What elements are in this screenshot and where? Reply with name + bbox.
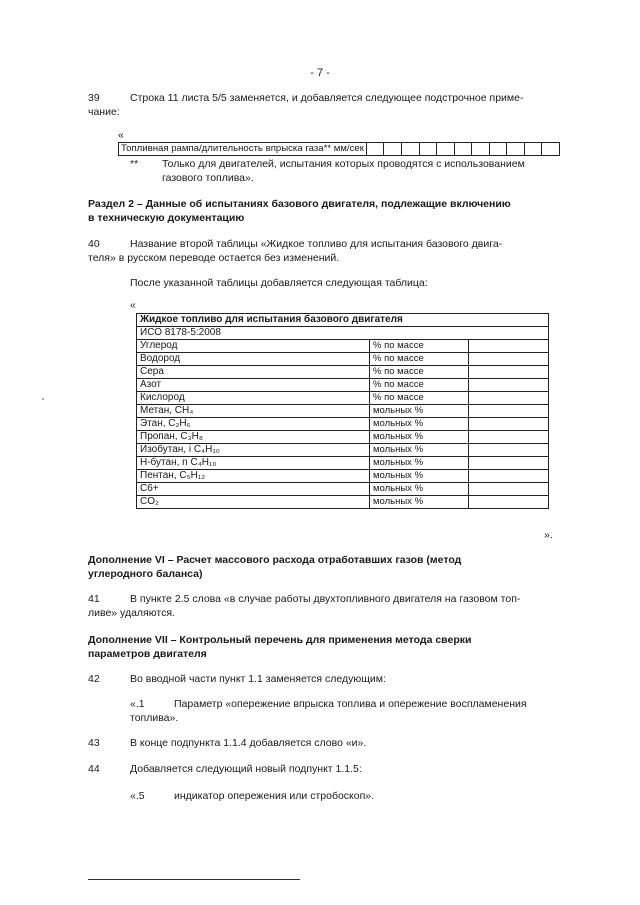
component-name: Н-бутан, n C₄H₁₀ — [137, 457, 370, 470]
table-row — [137, 405, 549, 418]
component-name: Этан, C₂H₆ — [137, 418, 370, 431]
component-unit: мольных % — [370, 431, 469, 444]
liquid-fuel-table — [136, 313, 549, 509]
scan-speck — [42, 398, 44, 400]
component-name: Сера — [137, 366, 370, 379]
item-42-sub-number: «.1 — [130, 698, 145, 710]
section-2-heading-line-2: в техническую документацию — [88, 212, 245, 224]
open-quote: « — [118, 129, 124, 141]
item-42-text: Во вводной части пункт 1.1 заменяется следующим: — [130, 673, 386, 685]
table-row — [137, 470, 549, 483]
component-value — [469, 444, 549, 457]
fuel-ramp-cell — [525, 143, 543, 155]
item-number-41: 41 — [88, 593, 100, 605]
component-unit: % по массе — [370, 392, 469, 405]
table-title-row — [137, 314, 549, 327]
component-value — [469, 353, 549, 366]
item-number-43: 43 — [88, 737, 100, 749]
item-number-42: 42 — [88, 673, 100, 685]
table-standard-row — [137, 327, 549, 340]
item-42-sub-text: Параметр «опережение впрыска топлива и опережение воспламенения — [174, 698, 527, 710]
component-unit: % по массе — [370, 379, 469, 392]
item-39-text-cont: чание: — [88, 106, 120, 118]
component-name: CO₂ — [137, 496, 370, 509]
component-unit: % по массе — [370, 340, 469, 353]
component-name: Азот — [137, 379, 370, 392]
component-name: Кислород — [137, 392, 370, 405]
component-name: Пентан, C₅H₁₂ — [137, 470, 370, 483]
component-value — [469, 470, 549, 483]
component-unit: мольных % — [370, 457, 469, 470]
fuel-ramp-label: Топливная рампа/длительность впрыска газа** мм/сек — [119, 143, 367, 155]
component-value — [469, 340, 549, 353]
component-name: Метан, CH₄ — [137, 405, 370, 418]
component-value — [469, 483, 549, 496]
item-40-text: Название второй таблицы «Жидкое топливо для испытания базового двига- — [130, 238, 503, 250]
item-40-paragraph-2: После указанной таблицы добавляется следующая таблица: — [130, 277, 428, 289]
section-2-heading-line-1: Раздел 2 – Данные об испытаниях базового двигателя, подлежащие включению — [88, 198, 511, 210]
table-standard: ИСО 8178-5:2008 — [137, 327, 549, 340]
fuel-ramp-table — [118, 142, 560, 156]
component-value — [469, 392, 549, 405]
fuel-ramp-cell — [507, 143, 525, 155]
table-row — [137, 496, 549, 509]
fuel-ramp-cell — [472, 143, 490, 155]
table-open-quote: « — [130, 299, 136, 311]
component-value — [469, 366, 549, 379]
component-unit: мольных % — [370, 418, 469, 431]
footnote-separator-line — [88, 879, 300, 880]
fuel-ramp-cell — [420, 143, 438, 155]
table-close-quote: ». — [544, 529, 553, 541]
item-44-text: Добавляется следующий новый подпункт 1.1.5: — [130, 763, 362, 775]
table-row — [137, 340, 549, 353]
table-row — [137, 366, 549, 379]
item-41-text: В пункте 2.5 слова «в случае работы двухтопливного двигателя на газовом топ- — [130, 593, 521, 605]
item-42-sub-text-cont: топлива». — [130, 712, 179, 724]
fuel-ramp-cell — [542, 143, 559, 155]
table-row — [137, 379, 549, 392]
table-row — [137, 483, 549, 496]
component-name: Изобутан, i C₄H₁₀ — [137, 444, 370, 457]
component-unit: мольных % — [370, 496, 469, 509]
footnote-mark: ** — [130, 158, 139, 170]
item-44-sub-text: индикатор опережения или стробоскоп». — [174, 790, 375, 802]
fuel-ramp-cell — [384, 143, 402, 155]
component-unit: % по массе — [370, 353, 469, 366]
appendix-7-heading-line-1: Дополнение VII – Контрольный перечень для применения метода сверки — [88, 634, 472, 646]
item-39-text: Строка 11 листа 5/5 заменяется, и добавляется следующее подстрочное приме- — [130, 92, 524, 104]
item-number-40: 40 — [88, 238, 100, 250]
component-unit: мольных % — [370, 483, 469, 496]
fuel-ramp-cell — [437, 143, 455, 155]
table-row — [137, 392, 549, 405]
appendix-6-heading-line-1: Дополнение VI – Расчет массового расхода отработавших газов (метод — [88, 554, 462, 566]
table-row — [137, 418, 549, 431]
component-value — [469, 496, 549, 509]
item-number-44: 44 — [88, 763, 100, 775]
footnote-line-2: газового топлива». — [162, 172, 254, 184]
component-unit: мольных % — [370, 444, 469, 457]
page-number: - 7 - — [310, 67, 330, 79]
table-row — [137, 457, 549, 470]
fuel-ramp-cell — [402, 143, 420, 155]
component-name: Водород — [137, 353, 370, 366]
item-40-text-cont: теля» в русском переводе остается без изменений. — [88, 252, 340, 264]
fuel-ramp-cell — [490, 143, 508, 155]
item-number-39: 39 — [88, 92, 100, 104]
fuel-ramp-cell — [367, 143, 385, 155]
table-row — [137, 353, 549, 366]
component-unit: % по массе — [370, 366, 469, 379]
fuel-ramp-cells — [367, 143, 559, 155]
component-unit: мольных % — [370, 405, 469, 418]
table-row — [137, 431, 549, 444]
appendix-7-heading-line-2: параметров двигателя — [88, 648, 207, 660]
item-43-text: В конце подпункта 1.1.4 добавляется слово «и». — [130, 737, 367, 749]
component-value — [469, 457, 549, 470]
appendix-6-heading-line-2: углеродного баланса) — [88, 568, 203, 580]
component-value — [469, 418, 549, 431]
component-value — [469, 379, 549, 392]
component-name: Углерод — [137, 340, 370, 353]
table-row — [137, 444, 549, 457]
component-name: C6+ — [137, 483, 370, 496]
footnote-line-1: Только для двигателей, испытания которых проводятся с использованием — [162, 158, 525, 170]
fuel-ramp-cell — [455, 143, 473, 155]
table-title: Жидкое топливо для испытания базового двигателя — [137, 314, 549, 327]
item-44-sub-number: «.5 — [130, 790, 145, 802]
component-name: Пропан, C₃H₈ — [137, 431, 370, 444]
component-value — [469, 431, 549, 444]
component-value — [469, 405, 549, 418]
component-unit: мольных % — [370, 470, 469, 483]
item-41-text-cont: ливе» удаляются. — [88, 607, 175, 619]
